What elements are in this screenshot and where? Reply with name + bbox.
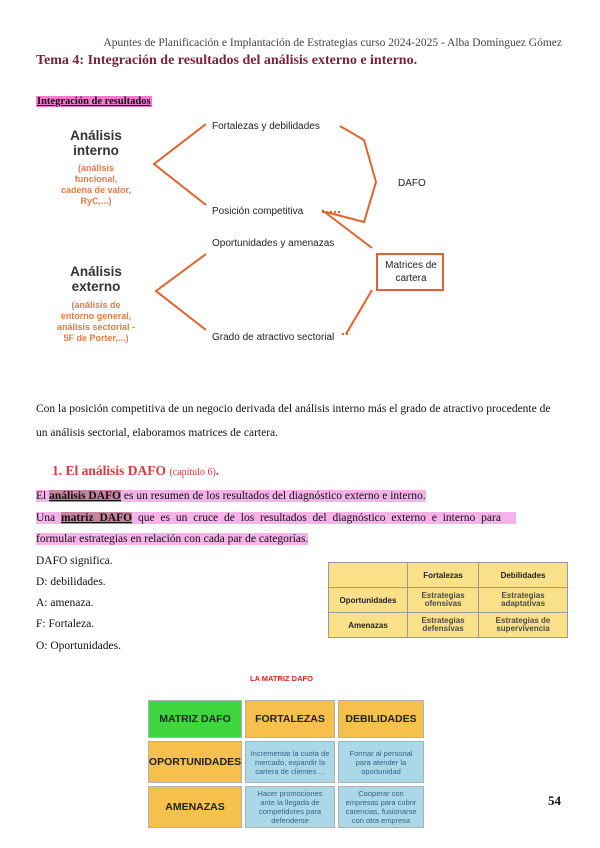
label-matrices: Matrices de cartera [385, 260, 437, 284]
table-cell: Estrategias ofensivas [408, 588, 479, 613]
arrow-to-dafo [326, 126, 376, 222]
page-header: Apuntes de Planificación e Implantación de Estrategias curso 2024-2025 - Alba Domínguez Gómez [103, 37, 562, 49]
matriz-cell-da: Cooperar con empresas para cubrir carencias, fusionarse con otra empresa [338, 786, 424, 828]
table-row [329, 613, 568, 638]
section-label: Integración de resultados [37, 96, 151, 107]
analisis-interno-title: Análisis interno [70, 128, 122, 158]
table-cell: Estrategias adaptativas [479, 588, 568, 613]
matriz-cell-fo: Incrementar la cuota de mercado, expandir la cartera de clientes ... [245, 741, 335, 783]
line-analisis-dafo: El análisis DAFO es un resumen de los resultados del diagnóstico externo e interno. [36, 490, 426, 502]
label-fortalezas: Fortalezas y debilidades [212, 121, 320, 132]
table-cell: Oportunidades [329, 588, 408, 613]
line-dafo-significa: DAFO significa. [36, 555, 113, 567]
bracket-interno [154, 124, 206, 205]
small-dafo-table [328, 562, 568, 638]
table-cell: Amenazas [329, 613, 408, 638]
body-paragraph: Con la posición competitiva de un negocio derivada del análisis interno más el grado de atractivo procedente de un análisis sectorial, elaboramos matrices de cartera. [36, 403, 551, 439]
chapter-title: Tema 4: Integración de resultados del análisis externo e interno. [36, 53, 418, 68]
line-oportunidades: O: Oportunidades. [36, 640, 121, 652]
diagram-arrows [0, 0, 600, 370]
matriz-head-debilidades: DEBILIDADES [338, 700, 424, 738]
table-cell: Fortalezas [408, 563, 479, 588]
page-number: 54 [548, 793, 561, 808]
label-grado: Grado de atractivo sectorial [212, 332, 335, 343]
section-heading-dafo: 1. El análisis DAFO (capítulo 6). [52, 463, 220, 478]
label-dafo: DAFO [398, 178, 426, 189]
matriz-row-amenazas: AMENAZAS [148, 786, 242, 828]
arrow-grado [346, 290, 372, 334]
matriz-cell-do: Formar al personal para atender la oportunidad [338, 741, 424, 783]
matriz-row-oportunidades: OPORTUNIDADES [148, 741, 242, 783]
line-debilidades: D: debilidades. [36, 576, 106, 588]
table-row [329, 588, 568, 613]
matriz-cell-fa: Hacer promociones ante la llegada de competidores para defenderse [245, 786, 335, 828]
label-posicion: Posición competitiva [212, 206, 304, 217]
table-cell [329, 563, 408, 588]
line-matriz-dafo: Una matriz DAFO que es un cruce de los resultados del diagnóstico externo e interno para [36, 512, 516, 524]
table-cell: Estrategias de supervivencia [479, 613, 568, 638]
table-row [329, 563, 568, 588]
analisis-externo-title: Análisis externo [70, 264, 122, 294]
line-fortaleza: F: Fortaleza. [36, 618, 95, 630]
matriz-head-fortalezas: FORTALEZAS [245, 700, 335, 738]
matriz-corner: MATRIZ DAFO [148, 700, 242, 738]
line-formular: formular estrategias en relación con cada par de categorías. [36, 533, 309, 545]
matriz-title: LA MATRIZ DAFO [250, 674, 313, 683]
table-cell: Debilidades [479, 563, 568, 588]
analisis-externo-subtitle: (análisis de entorno general, análisis sectorial - 5F de Porter,...) [56, 300, 136, 343]
analisis-interno-subtitle: (análisis funcional, cadena de valor, RyC,...) [60, 163, 132, 206]
table-cell: Estrategias defensivas [408, 613, 479, 638]
line-amenaza: A: amenaza. [36, 597, 94, 609]
label-oportunidades: Oportunidades y amenazas [212, 238, 335, 249]
bracket-externo [156, 254, 206, 330]
